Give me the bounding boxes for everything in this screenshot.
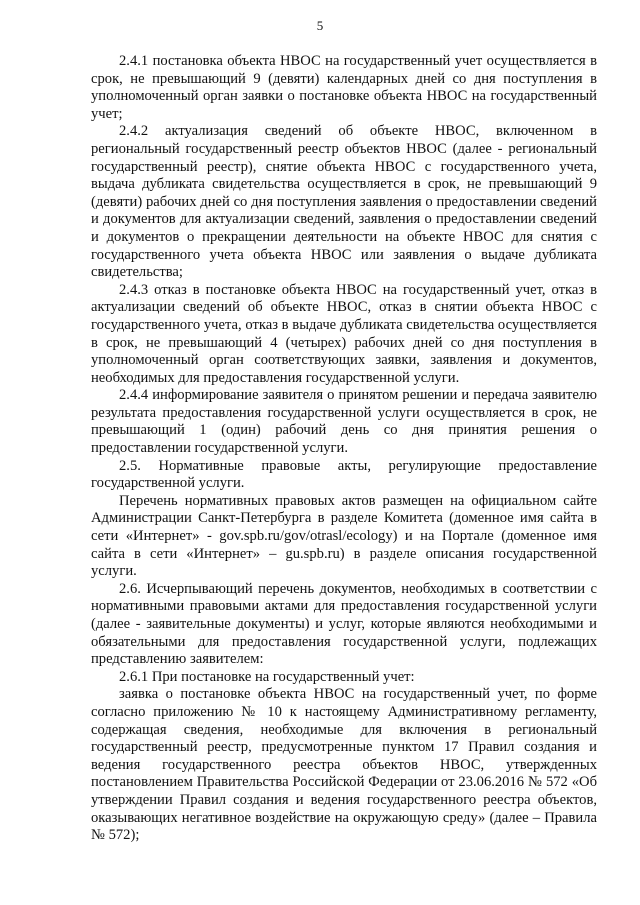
paragraph-application-form: заявка о постановке объекта НВОС на государственный учет, по форме согласно приложению № 10 к настоящему Административному регламенту, содержащая сведения, необходимые для включения в региональный государственный реестр, предусмотренные пунктом 17 Правил создания и ведения государственного реестра объектов НВОС, утвержденных постановлением Правительства Российской Федерации от 23.06.2016 № 572 «Об утверждении Правил создания и ведения государственного реестра объектов, оказывающих негативное воздействие на окружающую среду» (далее – Правила № 572); bbox=[91, 686, 597, 844]
paragraph-legal-acts-list: Перечень нормативных правовых актов размещен на официальном сайте Администрации Санкт-Петербурга в разделе Комитета (доменное имя сайта в сети «Интернет» - gov.spb.ru/gov/otrasl/ecology) и на Портале (доменное имя сайта в сети «Интернет» – gu.spb.ru) в разделе описания государственной услуги. bbox=[91, 492, 597, 580]
paragraph-2-4-3: 2.4.3 отказ в постановке объекта НВОС на государственный учет, отказ в актуализации сведений об объекте НВОС, отказ в снятии объекта НВОС с государственного учета, отказ в выдаче дубликата свидетельства осуществляется в срок, не превышающий 4 (четырех) рабочих дней со дня поступления в уполномоченный орган соответствующих заявки, заявления и документов, необходимых для предоставления государственной услуги. bbox=[91, 281, 597, 386]
page-number: 5 bbox=[316, 18, 324, 33]
paragraph-2-4-4: 2.4.4 информирование заявителя о принятом решении и передача заявителю результата предоставления государственной услуги осуществляется в срок, не превышающий 1 (один) рабочий день со дня принятия решения о предоставлении государственной услуги. bbox=[91, 387, 597, 457]
document-body bbox=[91, 53, 597, 845]
paragraph-2-4-2: 2.4.2 актуализация сведений об объекте НВОС, включенном в региональный государственный реестр объектов НВОС (далее - региональный государственный реестр), снятие объекта НВОС с государственного учета, выдача дубликата свидетельства осуществляется в срок, не превышающий 9 (девяти) рабочих дней со дня поступления заявления о предоставлении сведений и документов для актуализации сведений, заявления о предоставлении сведений и документов о прекращении деятельности на объекте НВОС для снятия с государственного учета объекта НВОС или заявления о выдаче дубликата свидетельства; bbox=[91, 123, 597, 281]
paragraph-2-5: 2.5. Нормативные правовые акты, регулирующие предоставление государственной услуги. bbox=[91, 457, 597, 492]
paragraph-2-6: 2.6. Исчерпывающий перечень документов, необходимых в соответствии с нормативными правовыми актами для предоставления государственной услуги (далее - заявительные документы) и услуг, которые являются необходимыми и обязательными для предоставления государственной услуги, подлежащих представлению заявителем: bbox=[91, 580, 597, 668]
paragraph-2-4-1: 2.4.1 постановка объекта НВОС на государственный учет осуществляется в срок, не превышающий 9 (девяти) календарных дней со дня поступления в уполномоченный орган заявки о постановке объекта НВОС на государственный учет; bbox=[91, 53, 597, 122]
paragraph-2-6-1: 2.6.1 При постановке на государственный учет: bbox=[119, 668, 415, 685]
